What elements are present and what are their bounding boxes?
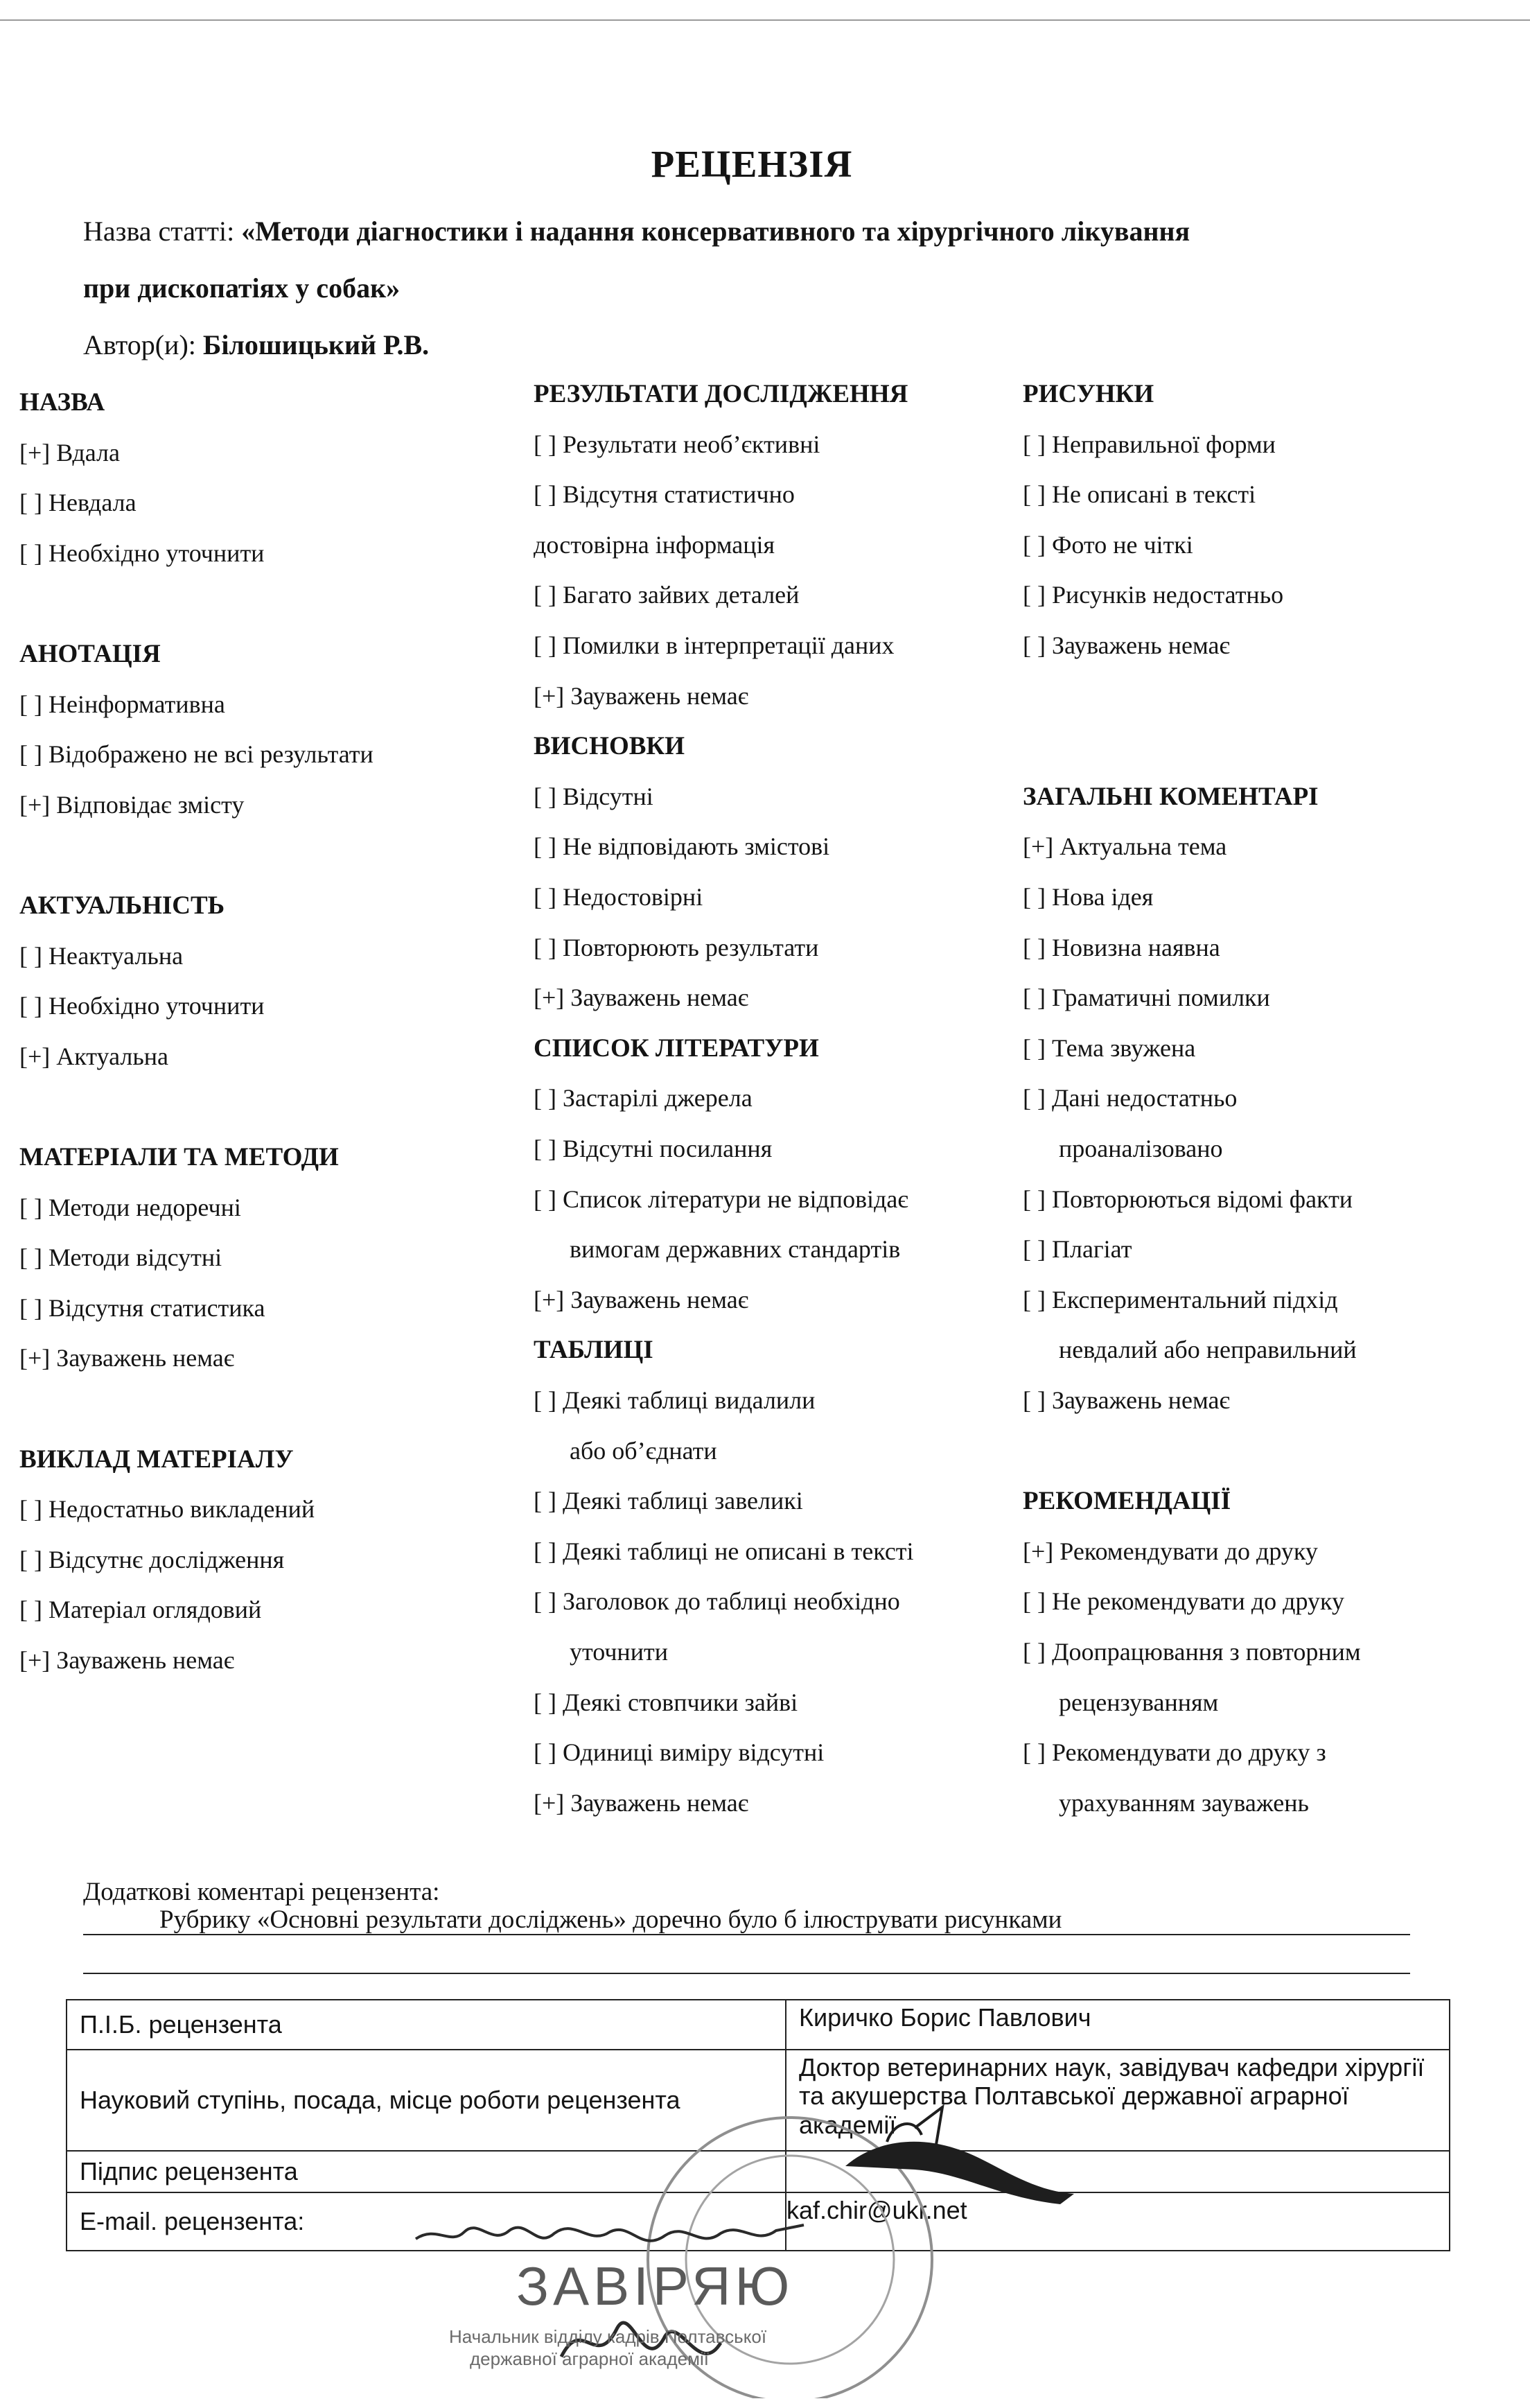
checklist-item: [ ] Експериментальний підхід — [1023, 1285, 1338, 1314]
reviewer-signature-label: Підпис рецензента — [67, 2151, 786, 2192]
checklist-item: [ ] Відсутня статистика — [19, 1293, 265, 1322]
checklist-item: [+] Зауважень немає — [534, 984, 749, 1012]
checklist-item: невдалий або неправильний — [1059, 1336, 1357, 1364]
reviewer-email-value: kaf.chir@ukr.net — [786, 2196, 967, 2224]
stamp-approve-text: ЗАВІРЯЮ — [516, 2256, 794, 2317]
checklist-item: [ ] Тема звужена — [1023, 1033, 1196, 1062]
section-heading: РИСУНКИ — [1023, 380, 1154, 408]
checklist-item: [ ] Повторюються відомі факти — [1023, 1185, 1353, 1213]
stamp-line-1: Начальник відділу кадрів Полтавської — [449, 2326, 767, 2347]
checklist-item: [+] Зауважень немає — [534, 1788, 749, 1817]
scan-top-rule — [0, 19, 1530, 21]
checklist-item: [ ] Не описані в тексті — [1023, 480, 1256, 509]
checklist-item: [ ] Неактуальна — [19, 941, 184, 970]
checklist-item: [ ] Відображено не всі результати — [19, 740, 373, 769]
section-heading: АКТУАЛЬНІСТЬ — [19, 891, 225, 920]
checklist-item: проаналізовано — [1059, 1135, 1223, 1162]
checklist-item: [ ] Граматичні помилки — [1023, 984, 1270, 1012]
checklist-item: [ ] Відсутнє дослідження — [19, 1545, 285, 1573]
checklist-item: [ ] Заголовок до таблиці необхідно — [534, 1587, 900, 1616]
checklist-item: [ ] Деякі таблиці не описані в тексті — [534, 1537, 914, 1565]
comments-text: Рубрику «Основні результати досліджень» доречно було б ілюструвати рисунками — [159, 1905, 1062, 1934]
reviewer-degree-label: Науковий ступінь, посада, місце роботи рецензента — [67, 2050, 786, 2151]
page-title: РЕЦЕНЗІЯ — [651, 143, 853, 185]
checklist-item: [ ] Рекомендувати до друку з — [1023, 1738, 1326, 1767]
checklist-item: [ ] Відсутні посилання — [534, 1135, 773, 1162]
section-heading: ЗАГАЛЬНІ КОМЕНТАРІ — [1023, 782, 1319, 811]
checklist-item: [ ] Невдала — [19, 489, 137, 517]
checklist-item: [ ] Неправильної форми — [1023, 430, 1276, 458]
stamp-line-2: державної аграрної академії — [470, 2348, 709, 2369]
checklist-item: рецензуванням — [1059, 1688, 1219, 1716]
section-heading: РЕКОМЕНДАЦІЇ — [1023, 1487, 1231, 1516]
signature-stroke — [845, 2142, 1074, 2204]
checklist-item: [ ] Деякі таблиці видалили — [534, 1386, 816, 1414]
comments-label: Додаткові коментарі рецензента: — [83, 1878, 440, 1906]
checklist-item: [ ] Недостовірні — [534, 883, 703, 911]
checklist-item: [+] Вдала — [19, 438, 120, 466]
section-heading: ВИСНОВКИ — [534, 732, 685, 761]
checklist-item: [ ] Необхідно уточнити — [19, 539, 265, 567]
checklist-item: [ ] Доопрацювання з повторним — [1023, 1638, 1361, 1666]
section-heading: СПИСОК ЛІТЕРАТУРИ — [534, 1033, 819, 1063]
section-heading: АНОТАЦІЯ — [19, 640, 161, 668]
checklist-item: [ ] Результати необ’єктивні — [534, 430, 820, 458]
checklist-item: [ ] Одиниці виміру відсутні — [534, 1738, 825, 1767]
checklist-item: [+] Зауважень немає — [534, 1285, 749, 1314]
article-name-part1: «Методи діагностики і надання консервативного та хірургічного лікування — [241, 216, 1190, 247]
checklist-item: [ ] Помилки в інтерпретації даних — [534, 631, 895, 659]
checklist-item: [ ] Відсутні — [534, 782, 653, 810]
checklist-item: [+] Актуальна тема — [1023, 832, 1227, 861]
reviewer-name-row — [67, 2000, 1450, 2050]
checklist-item: [+] Зауважень немає — [19, 1344, 235, 1372]
checklist-item: [ ] Неінформативна — [19, 690, 225, 718]
checklist-item: [ ] Відсутня статистично — [534, 480, 795, 509]
checklist-item: [ ] Методи недоречні — [19, 1193, 241, 1221]
checklist-item: [ ] Повторюють результати — [534, 933, 819, 961]
checklist-item: [ ] Новизна наявна — [1023, 933, 1220, 961]
checklist-item: [ ] Рисунків недостатньо — [1023, 581, 1284, 609]
article-title-line-2 — [83, 272, 400, 304]
checklist-item: [ ] Деякі стовпчики зайві — [534, 1688, 798, 1716]
author-name: Білошицький Р.В. — [202, 329, 430, 360]
checklist-item: [+] Актуальна — [19, 1042, 168, 1070]
article-label: Назва статті: — [83, 216, 235, 247]
checklist-item: [ ] Не відповідають змістові — [534, 832, 830, 861]
comments-underline-2 — [83, 1973, 1410, 1974]
reviewer-name-label: П.І.Б. рецензента — [67, 2000, 786, 2050]
checklist-item: [ ] Недостатньо викладений — [19, 1495, 315, 1524]
stamp-and-signature — [388, 2052, 1081, 2398]
checklist-item: [ ] Не рекомендувати до друку — [1023, 1587, 1344, 1616]
section-heading: НАЗВА — [19, 388, 105, 417]
checklist-item: [ ] Зауважень немає — [1023, 631, 1230, 659]
author-line — [83, 329, 429, 361]
checklist-item: вимогам державних стандартів — [570, 1235, 901, 1264]
checklist-item: [ ] Дані недостатньо — [1023, 1084, 1238, 1113]
checklist-item: достовірна інформація — [534, 530, 775, 559]
checklist-item: уточнити — [570, 1638, 668, 1666]
section-heading: ВИКЛАД МАТЕРІАЛУ — [19, 1445, 294, 1474]
reviewer-email-label: E-mail. рецензента: — [67, 2192, 786, 2251]
checklist-item: [ ] Деякі таблиці завеликі — [534, 1487, 803, 1515]
article-title-line — [83, 215, 1190, 247]
checklist-item: [ ] Матеріал оглядовий — [19, 1596, 262, 1624]
checklist-item: [ ] Плагіат — [1023, 1235, 1132, 1264]
checklist-item: [+] Зауважень немає — [534, 681, 749, 710]
article-name-part2: при дископатіях у собак» — [83, 272, 401, 304]
section-heading: РЕЗУЛЬТАТИ ДОСЛІДЖЕННЯ — [534, 380, 908, 408]
checklist-item: [ ] Зауважень немає — [1023, 1386, 1230, 1414]
comments-underline-1 — [83, 1934, 1410, 1935]
checklist-item: або об’єднати — [570, 1436, 717, 1465]
checklist-item: [ ] Багато зайвих деталей — [534, 581, 800, 609]
checklist-item: [ ] Фото не чіткі — [1023, 530, 1193, 559]
checklist-item: [ ] Нова ідея — [1023, 883, 1154, 911]
checklist-item: [+] Відповідає змісту — [19, 790, 245, 819]
checklist-item: [ ] Методи відсутні — [19, 1244, 222, 1272]
checklist-item: урахуванням зауважень — [1059, 1788, 1309, 1817]
reviewer-name-value: Киричко Борис Павлович — [786, 2000, 1450, 2050]
author-label: Автор(и): — [83, 329, 196, 360]
section-heading: ТАБЛИЦІ — [534, 1336, 653, 1365]
reviewer-degree-value: Доктор ветеринарних наук, завідувач кафедри хірургії та акушерства Полтавської державної аграрної академії — [786, 2050, 1450, 2151]
section-heading: МАТЕРІАЛИ ТА МЕТОДИ — [19, 1143, 339, 1171]
handwritten-certification — [416, 2225, 804, 2241]
checklist-item: [ ] Необхідно уточнити — [19, 992, 265, 1020]
checklist-item: [+] Зауважень немає — [19, 1646, 235, 1674]
checklist-item: [+] Рекомендувати до друку — [1023, 1537, 1318, 1565]
checklist-item: [ ] Список літератури не відповідає — [534, 1185, 908, 1213]
checklist-item: [ ] Застарілі джерела — [534, 1084, 753, 1113]
